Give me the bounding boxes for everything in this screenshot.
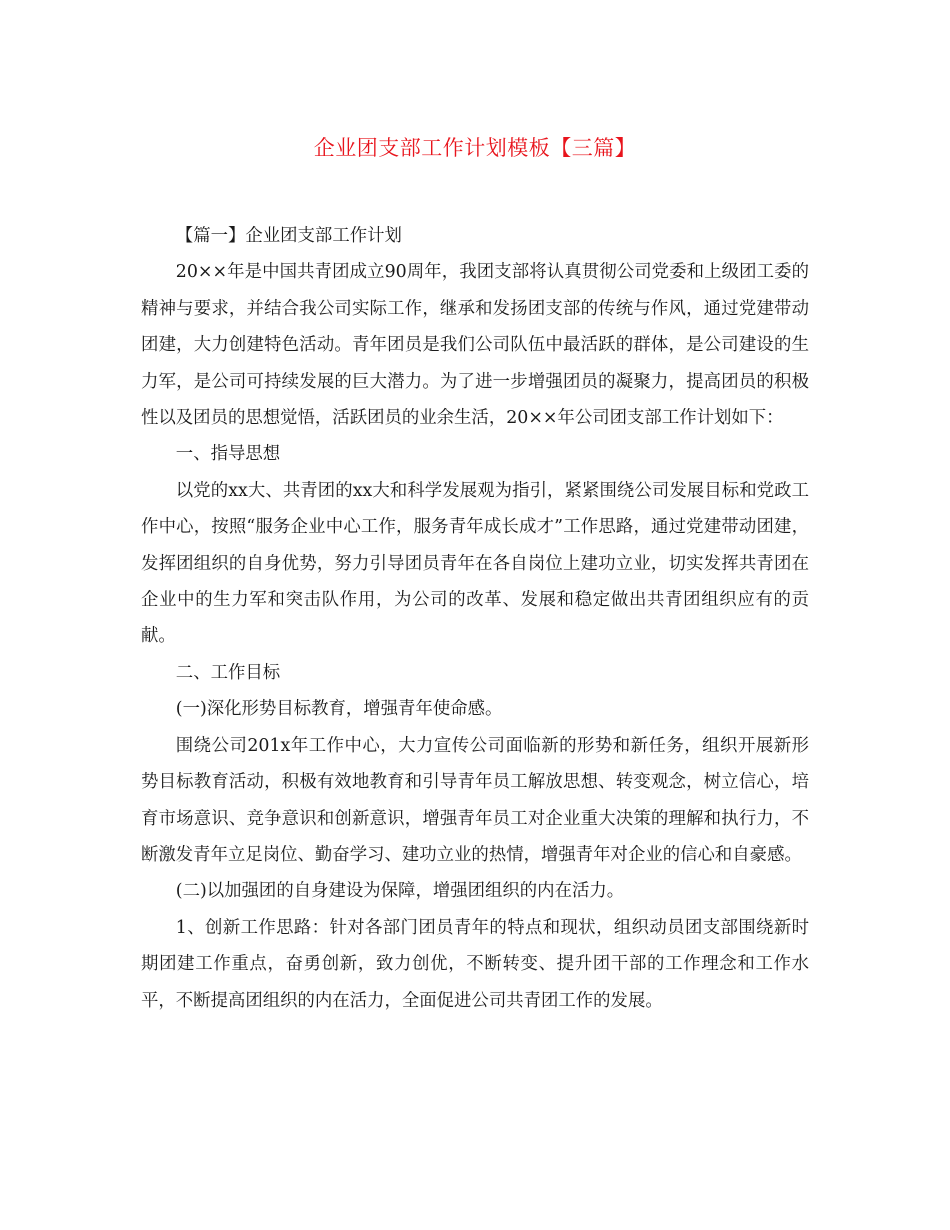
subheading-goal-one: (一)深化形势目标教育，增强青年使命感。 — [175, 699, 503, 720]
innovation-paragraph: 1、创新工作思路：针对各部门团员青年的特点和现状，组织动员团支部围绕新时期团建工作重点，奋勇创新，致力创优，不断转变、提升团干部的工作理念和工作水平，不断提高团组织的内在活力，全面促进公司共青团工作的发展。 — [141, 917, 809, 1011]
heading-guiding-ideology: 一、指导思想 — [175, 444, 281, 465]
document-body — [141, 218, 809, 1019]
heading-work-goals: 二、工作目标 — [175, 662, 281, 683]
guiding-ideology-paragraph: 以党的xx大、共青团的xx大和科学发展观为指引，紧紧围绕公司发展目标和党政工作中心，按照“服务企业中心工作，服务青年成长成才”工作思路，通过党建带动团建，发挥团组织的自身优势，努力引导团员青年在各自岗位上建功立业，切实发挥共青团在企业中的生力军和突击队作用，为公司的改革、发展和稳定做出共青团组织应有的贡献。 — [141, 480, 809, 647]
section-heading-part-one: 【篇一】企业团支部工作计划 — [175, 226, 402, 246]
goal-one-paragraph: 围绕公司201x年工作中心，大力宣传公司面临新的形势和新任务，组织开展新形势目标教育活动，积极有效地教育和引导青年员工解放思想、转变观念，树立信心，培育市场意识、竞争意识和创新意识，增强青年员工对企业重大决策的理解和执行力，不断激发青年立足岗位、勤奋学习、建功立业的热情，增强青年对企业的信心和自豪感。 — [141, 735, 809, 865]
subheading-goal-two: (二)以加强团的自身建设为保障，增强团组织的内在活力。 — [175, 881, 625, 902]
intro-paragraph: 20××年是中国共青团成立90周年，我团支部将认真贯彻公司党委和上级团工委的精神与要求，并结合我公司实际工作，继承和发扬团支部的传统与作风，通过党建带动团建，大力创建特色活动。青年团员是我们公司队伍中最活跃的群体，是公司建设的生力军，是公司可持续发展的巨大潜力。为了进一步增强团员的凝聚力，提高团员的积极性以及团员的思想觉悟，活跃团员的业余生活，20××年公司团支部工作计划如下： — [141, 262, 809, 429]
document-title: 企业团支部工作计划模板【三篇】 — [313, 136, 637, 160]
